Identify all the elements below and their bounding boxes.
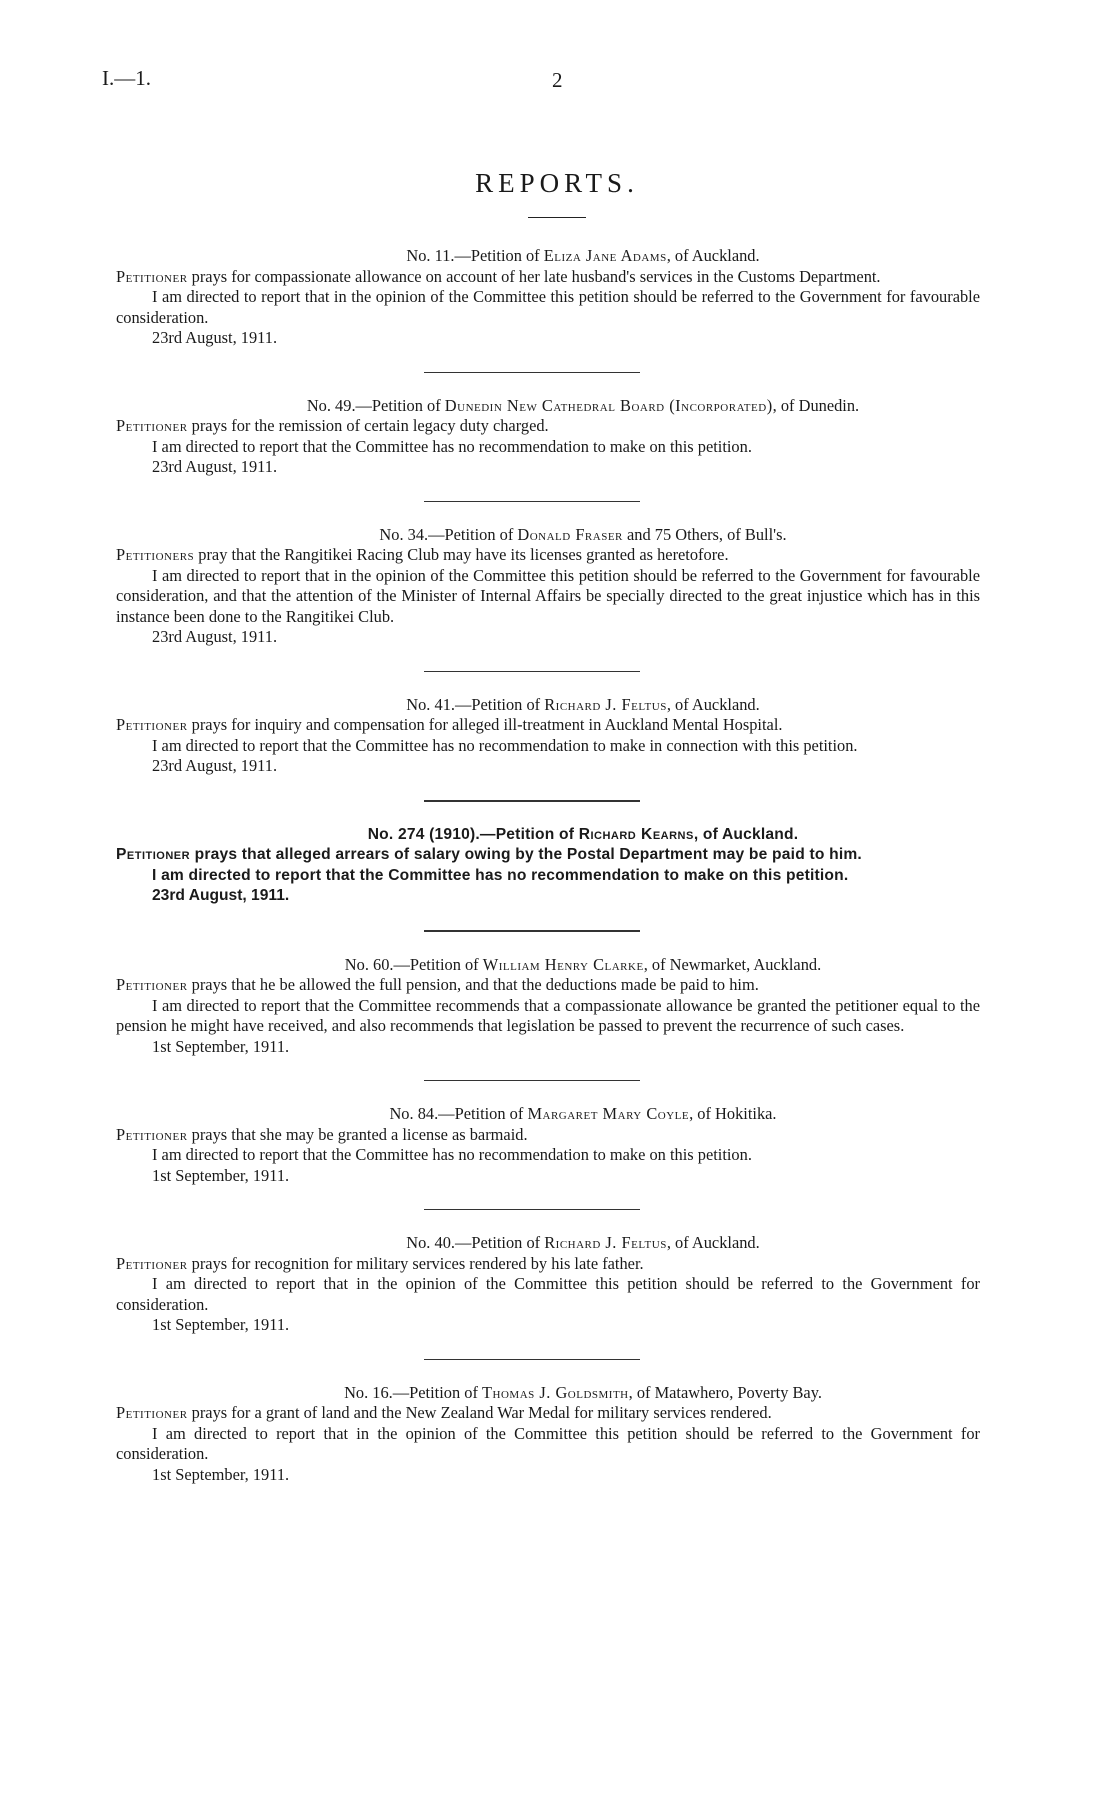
petitioner-name: Richard J. Feltus bbox=[544, 694, 667, 714]
section-divider bbox=[424, 1359, 640, 1360]
committee-report: I am directed to report that the Committee has no recommendation to make on this petition. bbox=[152, 866, 849, 884]
report-date: 23rd August, 1911. bbox=[152, 627, 278, 646]
committee-report: I am directed to report that in the opinion of the Committee this petition should be referred to the Government for favourable consideration, and that the attention of the Minister of Internal Affairs be specially directed to the great injustice which has in this instance been done to the Rangitikei Club. bbox=[116, 565, 980, 626]
petition-title: No. 84.—Petition of Margaret Mary Coyle, of Hokitika. bbox=[389, 1104, 777, 1123]
petitioner-name: Margaret Mary Coyle bbox=[527, 1104, 690, 1123]
petition-prayer: Petitioner prays for compassionate allowance on account of her late husband's services in the Customs Department. bbox=[116, 266, 881, 286]
report-date: 1st September, 1911. bbox=[152, 1036, 290, 1056]
petition-entry bbox=[116, 1233, 980, 1336]
petition-entry bbox=[116, 525, 980, 648]
section-divider bbox=[424, 372, 640, 373]
report-date: 1st September, 1911. bbox=[152, 1165, 290, 1185]
petition-title: No. 41.—Petition of Richard J. Feltus, of Auckland. bbox=[406, 694, 760, 714]
petition-entry bbox=[116, 396, 980, 478]
report-reference: I.—1. bbox=[102, 66, 151, 90]
petitioner-name: Eliza Jane Adams bbox=[543, 246, 667, 265]
petition-prayer: Petitioner prays that she may be granted a license as barmaid. bbox=[116, 1124, 528, 1144]
petition-title: No. 16.—Petition of Thomas J. Goldsmith, of Matawhero, Poverty Bay. bbox=[344, 1382, 822, 1402]
petition-prayer: Petitioner prays for the remission of certain legacy duty charged. bbox=[116, 416, 549, 435]
petition-title: No. 11.—Petition of Eliza Jane Adams, of Auckland. bbox=[406, 246, 760, 265]
petition-entry bbox=[116, 1383, 980, 1486]
page-title: REPORTS. bbox=[475, 168, 639, 198]
petition-list bbox=[116, 246, 980, 1485]
report-date: 23rd August, 1911. bbox=[152, 328, 278, 347]
petitioner-name: Donald Fraser bbox=[517, 524, 623, 544]
petition-title: No. 49.—Petition of Dunedin New Cathedral Board (Incorporated), of Dunedin. bbox=[306, 395, 860, 415]
committee-report: I am directed to report that the Committee has no recommendation to make in connection with this petition. bbox=[152, 735, 858, 755]
petition-entry bbox=[116, 825, 980, 907]
section-divider bbox=[424, 930, 640, 932]
page-number: 2 bbox=[552, 68, 563, 92]
petition-prayer: Petitioner prays that alleged arrears of salary owing by the Postal Department may be paid to him. bbox=[116, 846, 862, 863]
petition-prayer: Petitioner prays for a grant of land and the New Zealand War Medal for military services rendered. bbox=[116, 1403, 772, 1422]
petition-prayer: Petitioner prays that he be allowed the full pension, and that the deductions made be paid to him. bbox=[116, 975, 759, 994]
title-rule bbox=[528, 217, 586, 218]
report-date: 23rd August, 1911. bbox=[152, 457, 278, 476]
petition-entry bbox=[116, 246, 980, 349]
petition-title: No. 40.—Petition of Richard J. Feltus, of Auckland. bbox=[406, 1233, 760, 1252]
section-divider bbox=[424, 501, 640, 502]
petition-entry bbox=[116, 955, 980, 1058]
committee-report: I am directed to report that the Committee has no recommendation to make on this petition. bbox=[152, 436, 752, 456]
petition-title: No. 60.—Petition of William Henry Clarke, of Newmarket, Auckland. bbox=[344, 954, 822, 974]
petitioner-name: William Henry Clarke bbox=[482, 954, 644, 974]
committee-report: I am directed to report that the Committee recommends that a compassionate allowance be granted the petitioner equal to the pension he might have received, and also recommends that legislation be passed to prevent the recurrence of such cases. bbox=[116, 995, 980, 1035]
section-divider bbox=[424, 1080, 640, 1081]
report-date: 1st September, 1911. bbox=[152, 1315, 290, 1334]
committee-report: I am directed to report that in the opinion of the Committee this petition should be referred to the Government for consideration. bbox=[116, 1274, 980, 1314]
petitioner-name: Dunedin New Cathedral Board (Incorporated) bbox=[444, 395, 773, 415]
committee-report: I am directed to report that in the opinion of the Committee this petition should be referred to the Government for favourable consideration. bbox=[116, 287, 980, 327]
section-divider bbox=[424, 671, 640, 672]
section-divider bbox=[424, 800, 640, 802]
petitioner-name: Thomas J. Goldsmith bbox=[482, 1382, 629, 1402]
petition-entry bbox=[116, 1104, 980, 1186]
petition-title: No. 34.—Petition of Donald Fraser and 75 Others, of Bull's. bbox=[379, 524, 787, 544]
petition-title: No. 274 (1910).—Petition of Richard Kearns, of Auckland. bbox=[367, 825, 799, 843]
petition-prayer: Petitioner prays for inquiry and compensation for alleged ill-treatment in Auckland Mental Hospital. bbox=[116, 715, 783, 734]
section-divider bbox=[424, 1209, 640, 1210]
petition-prayer: Petitioner prays for recognition for military services rendered by his late father. bbox=[116, 1253, 644, 1273]
report-date: 1st September, 1911. bbox=[152, 1464, 290, 1484]
report-date: 23rd August, 1911. bbox=[152, 887, 290, 904]
petitioner-name: Richard J. Feltus bbox=[544, 1233, 667, 1252]
petition-entry bbox=[116, 695, 980, 777]
report-date: 23rd August, 1911. bbox=[152, 756, 278, 775]
committee-report: I am directed to report that the Committee has no recommendation to make on this petition. bbox=[152, 1145, 752, 1164]
petitioner-name: Richard Kearns bbox=[578, 825, 694, 843]
petition-prayer: Petitioners pray that the Rangitikei Racing Club may have its licenses granted as heretofore. bbox=[116, 545, 729, 564]
committee-report: I am directed to report that in the opinion of the Committee this petition should be referred to the Government for consideration. bbox=[116, 1423, 980, 1463]
